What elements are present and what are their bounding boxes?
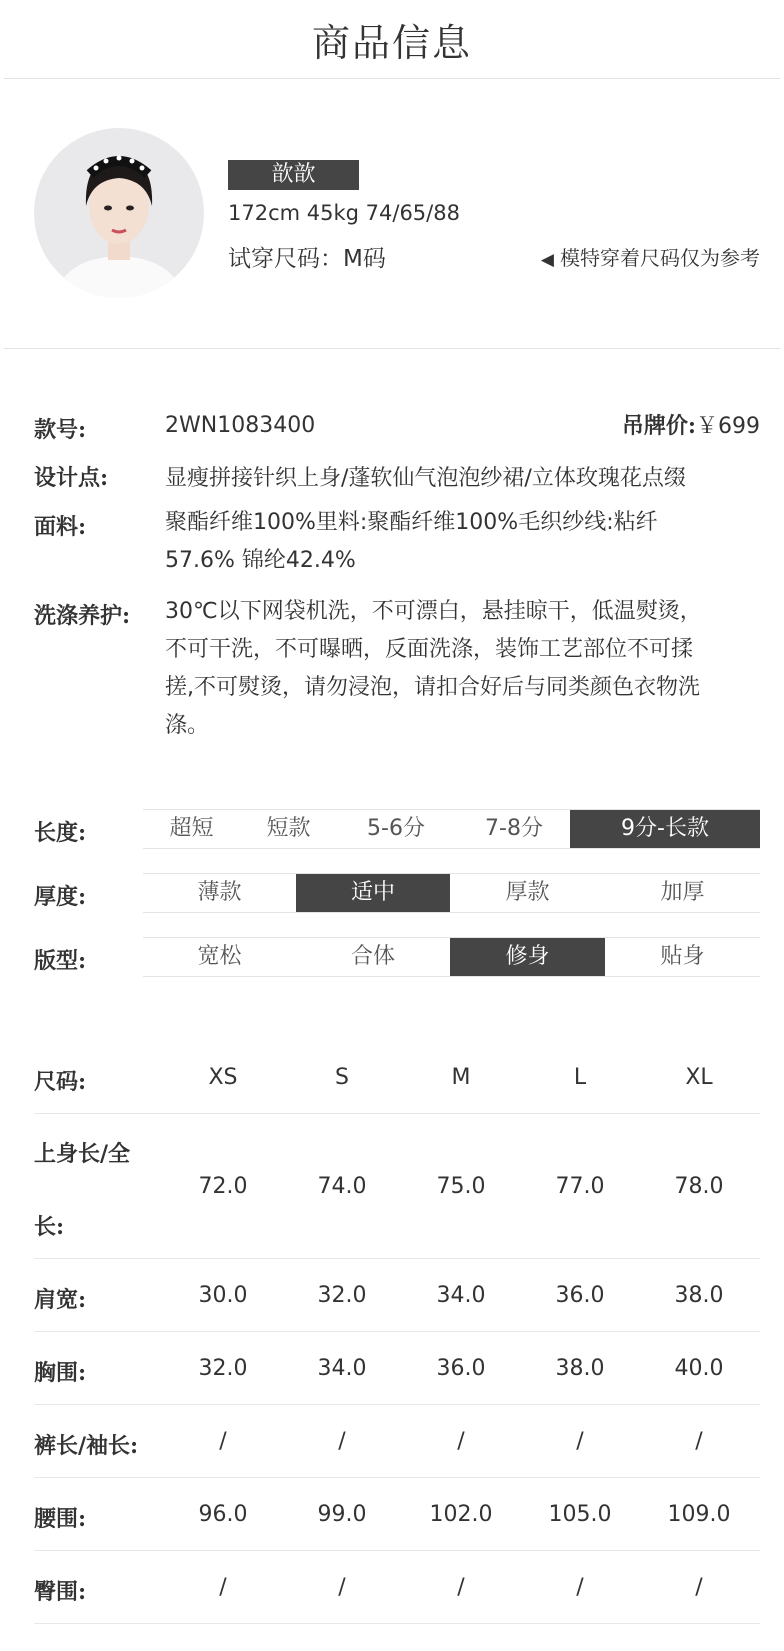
model-size-note [541, 242, 760, 271]
table-cell: / [457, 1575, 465, 1600]
table-cell: 99.0 [317, 1502, 367, 1527]
size-header: XL [685, 1065, 713, 1090]
table-cell: / [576, 1575, 584, 1600]
table-cell: / [457, 1429, 465, 1454]
fabric-value [165, 504, 755, 580]
length-option: 7-8分 [485, 816, 543, 841]
table-cell: / [219, 1575, 227, 1600]
care-label: 洗涤养护: [34, 603, 131, 629]
table-cell: 78.0 [674, 1174, 724, 1199]
table-cell: / [338, 1429, 346, 1454]
table-divider [34, 1623, 760, 1624]
table-row-label: 裤长/袖长: [34, 1433, 139, 1459]
model-name-badge: 歆歆 [228, 160, 359, 190]
table-cell: / [576, 1429, 584, 1454]
table-divider [34, 1331, 760, 1332]
table-cell: 38.0 [674, 1283, 724, 1308]
model-try-size: 试穿尺码：M码 [228, 246, 386, 272]
table-cell: 32.0 [198, 1356, 248, 1381]
divider [4, 78, 780, 79]
table-cell: 77.0 [555, 1174, 605, 1199]
table-cell: / [695, 1429, 703, 1454]
table-row-label: 长: [34, 1214, 65, 1240]
model-note-text: 模特穿着尺码仅为参考 [560, 246, 760, 270]
design-value: 显瘦拼接针织上身/蓬软仙气泡泡纱裙/立体玫瑰花点缀 [165, 466, 686, 491]
fabric-line: 57.6% 锦纶42.4% [165, 548, 356, 573]
thickness-label: 厚度: [34, 884, 87, 910]
table-divider [34, 1550, 760, 1551]
table-cell: 32.0 [317, 1283, 367, 1308]
table-cell: 40.0 [674, 1356, 724, 1381]
fabric-line: 聚酯纤维100%里料:聚酯纤维100%毛织纱线:粘纤 [165, 510, 658, 535]
thickness-option: 厚款 [505, 880, 550, 905]
fit-option-selected: 修身 [450, 938, 605, 976]
table-divider [34, 1404, 760, 1405]
table-cell: 109.0 [667, 1502, 731, 1527]
thickness-option: 薄款 [197, 880, 242, 905]
table-row-label: 腰围: [34, 1506, 87, 1532]
design-label: 设计点: [34, 465, 109, 491]
size-header: M [451, 1065, 471, 1090]
size-header: S [335, 1065, 349, 1090]
care-line: 涤。 [165, 713, 210, 738]
fit-option: 合体 [350, 944, 395, 969]
table-row-label: 上身长/全 [34, 1141, 131, 1167]
table-cell: / [219, 1429, 227, 1454]
fit-option: 贴身 [660, 944, 705, 969]
divider [4, 348, 780, 349]
table-row-label: 臀围: [34, 1579, 87, 1605]
model-avatar [34, 128, 204, 298]
table-cell: 34.0 [317, 1356, 367, 1381]
tag-price [622, 409, 760, 440]
length-option: 5-6分 [367, 816, 425, 841]
table-divider [34, 1258, 760, 1259]
table-divider [34, 1113, 760, 1114]
size-header: L [573, 1065, 587, 1090]
table-cell: 36.0 [436, 1356, 486, 1381]
length-option-selected: 9分-长款 [570, 810, 760, 848]
model-stats: 172cm 45kg 74/65/88 [228, 201, 460, 225]
table-cell: 36.0 [555, 1283, 605, 1308]
fit-option: 宽松 [197, 944, 242, 969]
size-header: XS [208, 1065, 238, 1090]
fabric-label: 面料: [34, 514, 87, 540]
length-label: 长度: [34, 820, 87, 846]
table-row-label: 肩宽: [34, 1287, 87, 1313]
table-cell: 96.0 [198, 1502, 248, 1527]
table-cell: 105.0 [548, 1502, 612, 1527]
table-cell: 34.0 [436, 1283, 486, 1308]
care-line: 搓,不可熨烫，请勿浸泡，请扣合好后与同类颜色衣物洗 [165, 675, 700, 700]
table-cell: 102.0 [429, 1502, 493, 1527]
table-cell: / [338, 1575, 346, 1600]
table-cell: 74.0 [317, 1174, 367, 1199]
page-title: 商品信息 [311, 21, 472, 65]
thickness-options [143, 873, 760, 913]
table-row-label: 胸围: [34, 1360, 87, 1386]
length-option: 超短 [169, 816, 214, 841]
length-option: 短款 [266, 816, 311, 841]
care-line: 不可干洗，不可曝晒，反面洗涤，装饰工艺部位不可揉 [165, 637, 694, 662]
length-options [143, 809, 760, 849]
table-cell: / [695, 1575, 703, 1600]
care-value [165, 593, 755, 745]
thickness-option: 加厚 [660, 880, 705, 905]
thickness-option-selected: 适中 [296, 874, 450, 912]
table-cell: 38.0 [555, 1356, 605, 1381]
triangle-left-icon: ◀ [540, 250, 554, 270]
fit-options [143, 937, 760, 977]
tag-price-value: ￥699 [696, 414, 760, 439]
table-divider [34, 1477, 760, 1478]
tag-price-label: 吊牌价: [621, 413, 696, 439]
size-header-label: 尺码: [34, 1069, 87, 1095]
table-cell: 72.0 [198, 1174, 248, 1199]
style-no-label: 款号: [34, 417, 87, 443]
table-cell: 75.0 [436, 1174, 486, 1199]
table-cell: 30.0 [198, 1283, 248, 1308]
fit-label: 版型: [34, 948, 87, 974]
style-no-value: 2WN1083400 [165, 413, 316, 438]
care-line: 30℃以下网袋机洗，不可漂白，悬挂晾干，低温熨烫， [165, 599, 702, 624]
